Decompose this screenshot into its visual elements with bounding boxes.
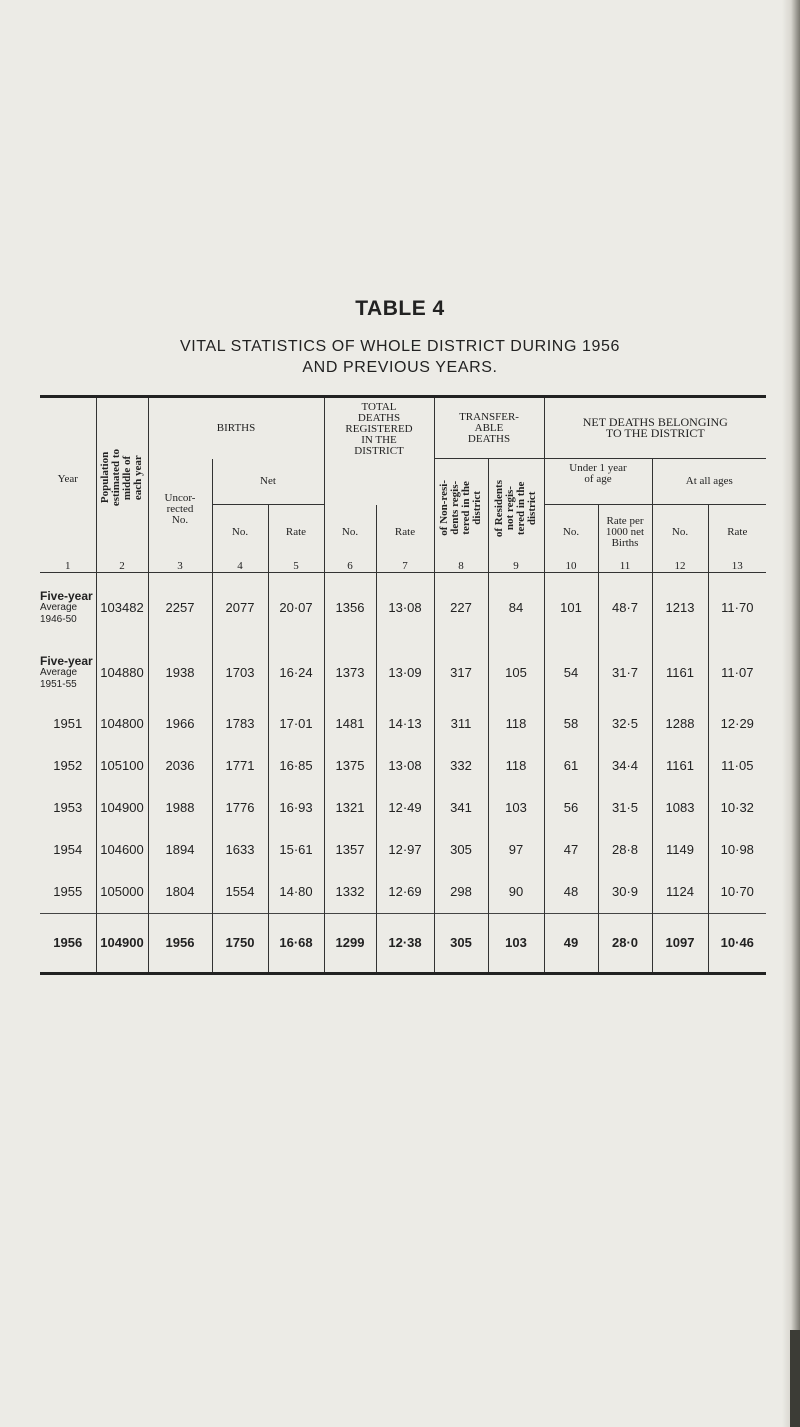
cell-infant-no: 101 <box>544 572 598 643</box>
cell-res: 90 <box>488 871 544 914</box>
cell-net-rate: 16·93 <box>268 787 324 829</box>
cell-deaths-rate: 12·49 <box>376 787 434 829</box>
table-subtitle <box>0 336 800 378</box>
all-rate-header: Rate <box>708 505 766 561</box>
cell-net-no: 1703 <box>212 643 268 703</box>
cell-nonres: 332 <box>434 745 488 787</box>
column-number: 2 <box>96 561 148 573</box>
residents-header: of Residents not regis- tered in the district <box>488 459 544 561</box>
cell-net-rate: 16·24 <box>268 643 324 703</box>
cell-infant-rate: 32·5 <box>598 703 652 745</box>
cell-deaths-no: 1481 <box>324 703 376 745</box>
cell-all-no: 1161 <box>652 643 708 703</box>
table-row <box>40 829 766 871</box>
column-number: 9 <box>488 561 544 573</box>
cell-all-no: 1161 <box>652 745 708 787</box>
column-number: 8 <box>434 561 488 573</box>
cell-all-rate: 12·29 <box>708 703 766 745</box>
cell-net-no: 1633 <box>212 829 268 871</box>
cell-infant-rate: 34·4 <box>598 745 652 787</box>
table-row <box>40 913 766 973</box>
transferable-deaths-header: TRANSFER- ABLE DEATHS <box>434 397 544 459</box>
cell-res: 118 <box>488 745 544 787</box>
column-number: 10 <box>544 561 598 573</box>
cell-nonres: 317 <box>434 643 488 703</box>
table-row <box>40 745 766 787</box>
cell-nonres: 311 <box>434 703 488 745</box>
cell-net-rate: 20·07 <box>268 572 324 643</box>
year-text: 1946-50 <box>40 613 77 625</box>
cell-deaths-no: 1332 <box>324 871 376 914</box>
cell-all-rate: 10·98 <box>708 829 766 871</box>
deaths-rate-header: Rate <box>376 505 434 561</box>
year-text: Five-year <box>40 653 93 668</box>
cell-uncorrected: 1966 <box>148 703 212 745</box>
cell-population: 103482 <box>96 572 148 643</box>
cell-population: 104600 <box>96 829 148 871</box>
deaths-no-header: No. <box>324 505 376 561</box>
column-number: 13 <box>708 561 766 573</box>
year-cell <box>40 643 96 703</box>
column-number: 7 <box>376 561 434 573</box>
cell-deaths-no: 1356 <box>324 572 376 643</box>
cell-infant-rate: 30·9 <box>598 871 652 914</box>
cell-infant-rate: 48·7 <box>598 572 652 643</box>
cell-population: 104900 <box>96 787 148 829</box>
cell-infant-rate: 28·0 <box>598 913 652 973</box>
cell-deaths-rate: 12·38 <box>376 913 434 973</box>
all-ages-header: At all ages <box>652 459 766 505</box>
cell-net-rate: 16·68 <box>268 913 324 973</box>
cell-net-no: 1776 <box>212 787 268 829</box>
cell-uncorrected: 1938 <box>148 643 212 703</box>
cell-res: 97 <box>488 829 544 871</box>
year-cell: 1951 <box>53 716 83 731</box>
cell-nonres: 227 <box>434 572 488 643</box>
year-header: Year <box>57 472 78 485</box>
cell-deaths-no: 1321 <box>324 787 376 829</box>
cell-uncorrected: 1988 <box>148 787 212 829</box>
cell-uncorrected: 1894 <box>148 829 212 871</box>
cell-net-no: 1554 <box>212 871 268 914</box>
under-one-header: Under 1 year of age <box>544 459 652 505</box>
cell-all-no: 1097 <box>652 913 708 973</box>
births-header: BIRTHS <box>148 397 324 459</box>
cell-net-rate: 15·61 <box>268 829 324 871</box>
cell-nonres: 305 <box>434 913 488 973</box>
cell-all-rate: 10·70 <box>708 871 766 914</box>
cell-all-no: 1083 <box>652 787 708 829</box>
cell-infant-rate: 28·8 <box>598 829 652 871</box>
cell-all-no: 1288 <box>652 703 708 745</box>
table-title: TABLE 4 <box>355 297 445 320</box>
cell-net-no: 1771 <box>212 745 268 787</box>
cell-infant-rate: 31·5 <box>598 787 652 829</box>
table-row <box>40 572 766 643</box>
cell-res: 105 <box>488 643 544 703</box>
cell-uncorrected: 2036 <box>148 745 212 787</box>
cell-res: 103 <box>488 787 544 829</box>
cell-population: 104900 <box>96 913 148 973</box>
cell-res: 103 <box>488 913 544 973</box>
cell-all-no: 1124 <box>652 871 708 914</box>
cell-nonres: 341 <box>434 787 488 829</box>
cell-all-rate: 10·46 <box>708 913 766 973</box>
total-deaths-header: TOTAL DEATHS REGISTERED IN THE DISTRICT <box>324 397 434 505</box>
cell-infant-rate: 31·7 <box>598 643 652 703</box>
page-edge-shadow <box>782 0 800 1427</box>
cell-deaths-rate: 13·09 <box>376 643 434 703</box>
subtitle-line: VITAL STATISTICS OF WHOLE DISTRICT DURING 1956 <box>179 338 621 355</box>
cell-population: 104880 <box>96 643 148 703</box>
cell-infant-no: 48 <box>544 871 598 914</box>
cell-infant-no: 54 <box>544 643 598 703</box>
column-number: 1 <box>65 560 71 572</box>
year-cell: 1952 <box>53 758 83 773</box>
cell-all-no: 1213 <box>652 572 708 643</box>
cell-infant-no: 47 <box>544 829 598 871</box>
cell-infant-no: 56 <box>544 787 598 829</box>
cell-net-no: 1750 <box>212 913 268 973</box>
cell-deaths-rate: 12·69 <box>376 871 434 914</box>
cell-infant-no: 49 <box>544 913 598 973</box>
table-row <box>40 787 766 829</box>
vital-statistics-table <box>40 395 766 975</box>
cell-res: 84 <box>488 572 544 643</box>
cell-deaths-no: 1357 <box>324 829 376 871</box>
cell-all-no: 1149 <box>652 829 708 871</box>
all-no-header: No. <box>652 505 708 561</box>
cell-uncorrected: 2257 <box>148 572 212 643</box>
cell-uncorrected: 1804 <box>148 871 212 914</box>
infant-rate-header: Rate per 1000 net Births <box>598 505 652 561</box>
net-births-header: Net <box>212 459 324 505</box>
cell-deaths-no: 1375 <box>324 745 376 787</box>
cell-all-rate: 11·70 <box>708 572 766 643</box>
subtitle-line: AND PREVIOUS YEARS. <box>302 359 498 376</box>
cell-deaths-no: 1299 <box>324 913 376 973</box>
cell-all-rate: 10·32 <box>708 787 766 829</box>
year-cell: 1953 <box>53 800 83 815</box>
year-cell: 1955 <box>53 884 83 899</box>
cell-population: 104800 <box>96 703 148 745</box>
cell-all-rate: 11·05 <box>708 745 766 787</box>
cell-infant-no: 58 <box>544 703 598 745</box>
cell-net-no: 1783 <box>212 703 268 745</box>
cell-net-no: 2077 <box>212 572 268 643</box>
cell-deaths-rate: 13·08 <box>376 745 434 787</box>
column-number: 11 <box>598 561 652 573</box>
net-no-header: No. <box>212 505 268 561</box>
net-rate-header: Rate <box>268 505 324 561</box>
cell-deaths-rate: 13·08 <box>376 572 434 643</box>
uncorrected-header: Uncor- rected No. <box>148 459 212 561</box>
cell-infant-no: 61 <box>544 745 598 787</box>
table-row <box>40 703 766 745</box>
cell-net-rate: 14·80 <box>268 871 324 914</box>
cell-deaths-no: 1373 <box>324 643 376 703</box>
page-edge-dark <box>790 1330 800 1427</box>
infant-no-header: No. <box>544 505 598 561</box>
cell-deaths-rate: 14·13 <box>376 703 434 745</box>
year-cell <box>40 572 96 643</box>
cell-population: 105000 <box>96 871 148 914</box>
year-text: Five-year <box>40 588 93 603</box>
cell-all-rate: 11·07 <box>708 643 766 703</box>
cell-nonres: 298 <box>434 871 488 914</box>
year-text: Average <box>40 666 78 678</box>
column-number: 5 <box>268 561 324 573</box>
cell-net-rate: 17·01 <box>268 703 324 745</box>
year-text: Average <box>40 601 78 613</box>
cell-population: 105100 <box>96 745 148 787</box>
nonresidents-header: of Non-resi- dents regis- tered in the district <box>434 459 488 561</box>
table-row <box>40 871 766 914</box>
net-deaths-header: NET DEATHS BELONGING TO THE DISTRICT <box>544 397 766 459</box>
year-cell: 1954 <box>53 842 83 857</box>
cell-net-rate: 16·85 <box>268 745 324 787</box>
year-text: 1951-55 <box>40 678 77 690</box>
cell-nonres: 305 <box>434 829 488 871</box>
column-number: 6 <box>324 561 376 573</box>
cell-res: 118 <box>488 703 544 745</box>
table-row <box>40 643 766 703</box>
cell-deaths-rate: 12·97 <box>376 829 434 871</box>
population-header: Population estimated to middle of each year <box>96 397 148 561</box>
cell-uncorrected: 1956 <box>148 913 212 973</box>
column-number: 12 <box>652 561 708 573</box>
year-cell: 1956 <box>40 913 96 973</box>
column-number: 3 <box>148 561 212 573</box>
column-number: 4 <box>212 561 268 573</box>
